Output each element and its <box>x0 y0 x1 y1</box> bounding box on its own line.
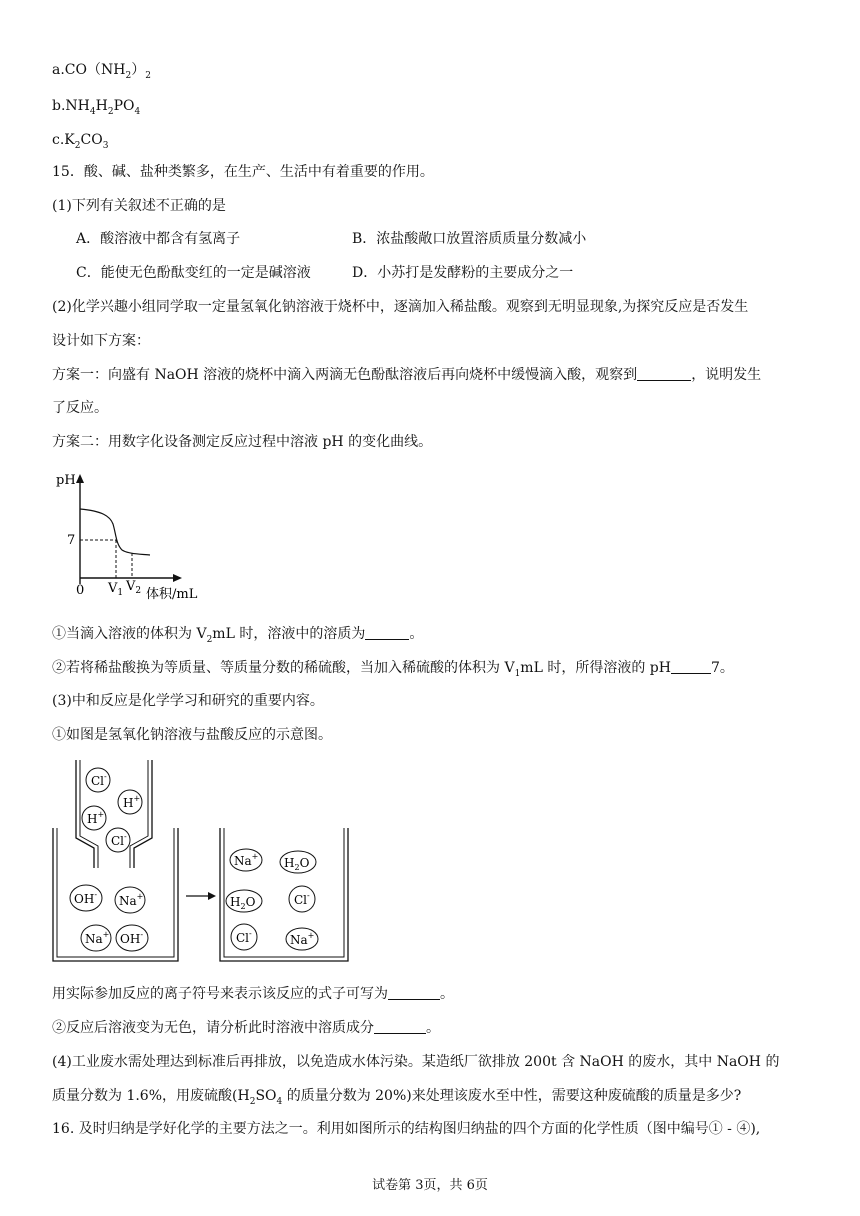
y-axis-label: pH <box>56 473 76 488</box>
ion-oh-1 <box>70 885 102 911</box>
svg-text:Na+: Na+ <box>290 931 315 947</box>
svg-text:H+: H+ <box>123 794 141 810</box>
svg-text:OH-: OH- <box>120 930 144 946</box>
q15-option-c: C．能使无色酚酞变红的一定是碱溶液 <box>76 265 311 281</box>
q15-part2-line2: 设计如下方案： <box>52 333 150 349</box>
svg-text:H+: H+ <box>87 810 105 826</box>
svg-text:Na+: Na+ <box>119 892 144 908</box>
q15-option-b: B．浓盐酸敞口放置溶质质量分数减小 <box>352 231 587 247</box>
ph-curve-graph <box>50 466 210 606</box>
svg-text:Cl-: Cl- <box>236 929 252 945</box>
svg-text:Cl-: Cl- <box>294 891 310 907</box>
q16-stem: 16. 及时归纳是学好化学的主要方法之一。利用如图所示的结构图归纳盐的四个方面的化学性质（图中编号① - ④), <box>52 1121 761 1137</box>
dropper-tube-right <box>134 760 152 868</box>
q15-part2-question1: ①当滴入溶液的体积为 $V_2mL$ 时，溶液中的溶质为 。 <box>52 626 424 645</box>
ion-h-dropper-2 <box>82 806 106 830</box>
q15-option-a: A．酸溶液中都含有氢离子 <box>76 231 241 247</box>
svg-text:Na+: Na+ <box>85 930 110 946</box>
option-c-potassium-carbonate: $c.K_2CO_3$ <box>52 132 109 151</box>
q15-part3: (3)中和反应是化学学习和研究的重要内容。 <box>52 693 324 709</box>
product-cl-2 <box>231 924 257 950</box>
x-axis-arrow-icon <box>173 574 182 582</box>
answer-blank <box>671 659 711 674</box>
q15-part3-item1: ①如图是氢氧化钠溶液与盐酸反应的示意图。 <box>52 727 332 743</box>
ion-na-2 <box>81 925 111 951</box>
product-na-2 <box>286 928 318 950</box>
plan-one-end: 了反应。 <box>52 400 108 416</box>
q15-part4-line1: (4)工业废水需处理达到标准后再排放，以免造成水体污染。某造纸厂欲排放 200t 含 NaOH 的废水，其中 NaOH 的 <box>52 1054 780 1070</box>
q15-part2-question2: ②若将稀盐酸换为等质量、等质量分数的稀硫酸，当加入稀硫酸的体积为 $V_1mL$ 时，所得溶液的 pH 7。 <box>52 660 734 679</box>
origin-label: 0 <box>76 583 85 598</box>
q15-part3-equation: 用实际参加反应的离子符号来表示该反应的式子可写为 。 <box>52 986 454 1002</box>
svg-text:Cl-: Cl- <box>111 832 127 848</box>
q15-part4-line2: 质量分数为 1.6%，用废硫酸($H_2SO_4$ 的质量分数为 20%)来处理该废水至中性，需要这种废硫酸的质量是多少? <box>52 1088 742 1107</box>
option-a-urea: $a.CO(NH_2)_2$ <box>52 62 151 81</box>
answer-blank <box>637 366 691 381</box>
q15-option-d: D．小苏打是发酵粉的主要成分之一 <box>352 265 574 281</box>
product-h2o-1 <box>280 851 316 873</box>
product-cl-1 <box>289 886 315 912</box>
svg-text:H2O: $H_2O$ <box>284 856 310 872</box>
q15-part1: (1)下列有关叙述不正确的是 <box>52 198 226 214</box>
plan-two: 方案二：用数字化设备测定反应过程中溶液 pH 的变化曲线。 <box>52 434 433 450</box>
product-h2o-2 <box>226 890 262 912</box>
ph-curve <box>80 509 150 555</box>
ion-h-dropper-1 <box>118 790 142 814</box>
q15-part2-line1: (2)化学兴趣小组同学取一定量氢氧化钠溶液于烧杯中，逐滴加入稀盐酸。观察到无明显现象,为探究反应是否发生 <box>52 299 749 315</box>
x-axis-label: 体积/mL <box>146 587 198 602</box>
product-na-1 <box>230 849 262 871</box>
neutralization-diagram <box>48 756 358 971</box>
ph7-tick-label: 7 <box>67 533 76 548</box>
y-axis-arrow-icon <box>76 474 84 483</box>
ion-cl-dropper-1 <box>86 768 110 792</box>
arrow-head-icon <box>208 892 216 900</box>
answer-blank <box>374 1019 426 1034</box>
svg-text:Na+: Na+ <box>234 852 259 868</box>
answer-blank <box>388 985 440 1000</box>
v2-label: $V_2$ <box>126 579 142 596</box>
plan-one: 方案一：向盛有 NaOH 溶液的烧杯中滴入两滴无色酚酞溶液后再向烧杯中缓慢滴入酸，观察到 ，说明发生 <box>52 367 762 383</box>
option-b-ammonium-phosphate: $b.NH_4H_2PO_4$ <box>52 98 141 117</box>
answer-blank <box>365 625 409 640</box>
svg-text:Cl-: Cl- <box>91 772 107 788</box>
page-footer: 试卷第 3页，共 6页 <box>372 1178 488 1193</box>
svg-text:OH-: OH- <box>74 890 98 906</box>
ion-oh-2 <box>116 925 148 951</box>
svg-text:H2O: $H_2O$ <box>230 895 256 911</box>
ion-cl-dropper-2 <box>106 828 130 852</box>
q15-stem: 15．酸、碱、盐种类繁多，在生产、生活中有着重要的作用。 <box>52 164 434 180</box>
q15-part3-item2: ②反应后溶液变为无色，请分析此时溶液中溶质成分 。 <box>52 1020 440 1036</box>
v1-label: $V_1$ <box>108 581 124 598</box>
ion-na-1 <box>115 887 145 913</box>
